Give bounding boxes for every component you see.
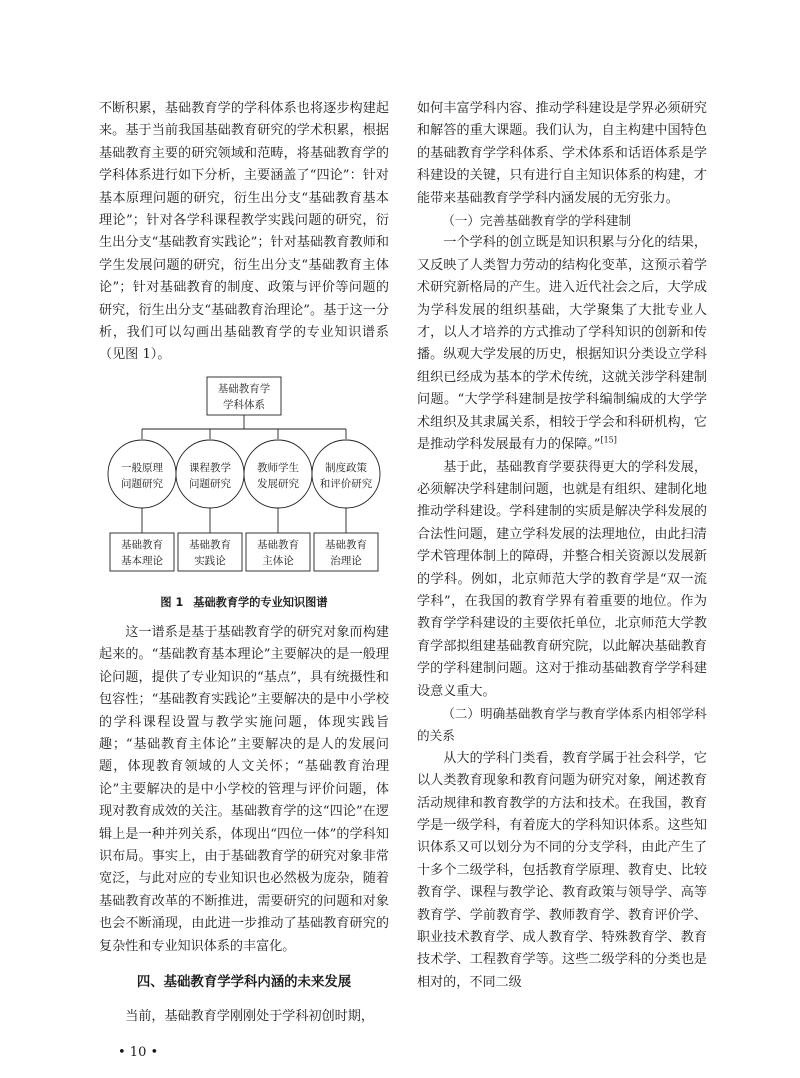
leaf-label: 主体论 xyxy=(262,554,294,567)
branch-circle xyxy=(244,440,312,508)
circle-label: 一般原理 xyxy=(121,461,163,474)
body-paragraph: 从大的学科门类看，教育学属于社会科学，它以人类教育现象和教育问题为研究对象，阐述教育活动规律和教育教学的方法和技术。在我国，教育学是一级学科，有着庞大的学科知识体系。这些知识体系又可以划分为不同的分支学科，由此产生了十多个二级学科，包括教育学原理、教育史、比较教育学、课程与教学论、教育政策与领导学、高等教育学、学前教育学、教师教育学、教育评价学、职业技术教育学、成人教育学、特殊教育学、教育技术学、工程教育学等。这些二级学科的分类也是相对的，不同二级 xyxy=(417,750,707,990)
knowledge-map-figure xyxy=(99,375,389,590)
paragraph-text: 一个学科的创立既是知识积累与分化的结果，又反映了人类智力劳动的结构化变革，这预示着学术研究新格局的产生。进入近代社会之后，大学成为学科发展的组织基础，大学聚集了大批专业人才，以人才培养的方式推动了学科知识的创新和传播。纵观大学发展的历史，根据知识分类设立学科组织已经成为基本的学术传统，这就关涉学科建制问题。“大学学科建制是按学科编制编成的大学学术组织及其隶属关系，相较于学会和科研机构，它是推动学科发展最有力的保障。” xyxy=(417,235,707,453)
branch-circle xyxy=(312,440,380,508)
knowledge-map-diagram xyxy=(99,375,389,590)
left-column xyxy=(99,98,389,1028)
page-number: • 10 • xyxy=(118,1045,159,1060)
subsection-heading: （一）完善基础教育学的学科建制 xyxy=(442,213,632,229)
leaf-label: 基础教育 xyxy=(189,538,231,551)
figure-title: 基础教育学的专业知识图谱 xyxy=(193,595,328,609)
body-paragraph: 基于此，基础教育学要获得更大的学科发展，必须解决学科建制问题，也就是有组织、建制化地推动学科建设。学科建制的实质是解决学科发展的合法性问题，建立学科发展的法理地位，由此扫清学术管理体制上的障碍，并整合相关资源以发展新的学科。例如，北京师范大学的教育学是“双一流学科”，在我国的教育学界有着重要的地位。作为教育学学科建设的主要依托单位，北京师范大学教育学部拟组建基础教育研究院，以此解决基础教育学的学科建制问题。这对于推动基础教育学学科建设意义重大。 xyxy=(417,459,707,699)
branch-circle xyxy=(108,440,176,508)
figure-caption xyxy=(99,594,389,612)
subsection-heading: （二）明确基础教育学与教育学体系内相邻学科的关系 xyxy=(417,705,707,744)
leaf-label: 基础教育 xyxy=(121,538,163,551)
circle-label: 问题研究 xyxy=(189,477,231,490)
branch-circle xyxy=(176,440,244,508)
body-paragraph: 不断积累，基础教育学的学科体系也将逐步构建起来。基于当前我国基础教育研究的学术积累，根据基础教育主要的研究领域和范畴，将基础教育学的学科体系进行如下分析，主要涵盖了“四论”：针对基本原理问题的研究，衍生出分支“基础教育基本理论”；针对各学科课程教学实践问题的研究，衍生出分支“基础教育实践论”；针对基础教育教师和学生发展问题的研究，衍生出分支“基础教育主体论”；针对基础教育的制度、政策与评价等问题的研究，衍生出分支“基础教育治理论”。基于这一分析，我们可以勾画出基础教育学的专业知识谱系（见图 1）。 xyxy=(99,101,389,363)
right-column xyxy=(417,98,707,994)
citation-ref: [15] xyxy=(600,435,617,445)
leaf-label: 基础教育 xyxy=(257,538,299,551)
root-node-line2: 学科体系 xyxy=(223,398,265,411)
leaf-label: 基础教育 xyxy=(325,538,367,551)
circle-label: 发展研究 xyxy=(257,477,299,490)
circle-label: 课程教学 xyxy=(189,461,231,474)
section-heading: 四、基础教育学学科内涵的未来发展 xyxy=(136,974,352,990)
circle-label: 教师学生 xyxy=(257,461,299,474)
leaf-label: 治理论 xyxy=(330,554,362,567)
leaf-label: 实践论 xyxy=(194,554,226,567)
circle-label: 和评价研究 xyxy=(319,477,373,490)
body-paragraph: 如何丰富学科内容、推动学科建设是学界必须研究和解答的重大课题。我们认为，自主构建中国特色的基础教育学学科体系、学术体系和话语体系是学科建设的关键，只有进行自主知识体系的构建，才能带来基础教育学学科内涵发展的无穷张力。 xyxy=(417,101,707,206)
figure-label: 图 1 xyxy=(160,595,184,609)
circle-label: 问题研究 xyxy=(121,477,163,490)
body-paragraph xyxy=(417,232,707,456)
body-paragraph: 这一谱系是基于基础教育学的研究对象而构建起来的。“基础教育基本理论”主要解决的是一般理论问题，提供了专业知识的“基点”，具有统摄性和包容性；“基础教育实践论”主要解决的是中小学校的学科课程设置与教学实施问题，体现实践旨趣；“基础教育主体论”主要解决的是人的发展问题，体现教育领域的人文关怀；“基础教育治理论”主要解决的是中小学校的管理与评价问题，体现对教育成效的关注。基础教育学的这“四论”在逻辑上是一种并列关系，体现出“四位一体”的学科知识布局。事实上，由于基础教育学的研究对象非常宽泛，与此对应的专业知识也必然极为庞杂，随着基础教育改革的不断推进，需要研究的问题和对象也会不断涌现，由此进一步推动了基础教育研究的复杂性和专业知识体系的丰富化。 xyxy=(99,624,389,954)
body-paragraph: 当前，基础教育学刚刚处于学科初创时期， xyxy=(125,1008,374,1024)
circle-label: 制度政策 xyxy=(325,461,367,474)
leaf-label: 基本理论 xyxy=(121,554,163,567)
root-node-line1: 基础教育学 xyxy=(217,382,271,395)
